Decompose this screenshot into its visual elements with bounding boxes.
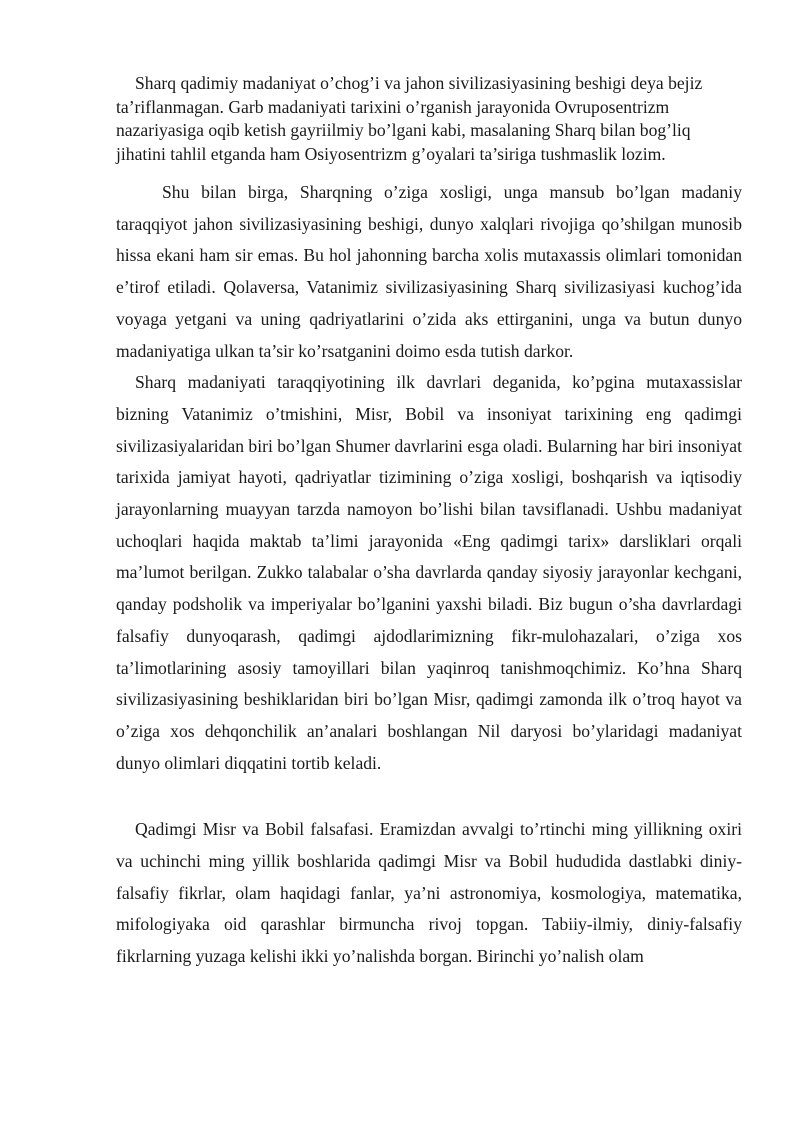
paragraph-2: Shu bilan birga, Sharqning o’ziga xosligi, unga mansub bo’lgan madaniy taraqqiyot jahon sivilizasiyasining beshigi, dunyo xalqlari rivojiga qo’shilgan munosib hissa ekani ham sir emas. Bu hol jahonning barcha xolis mutaxassis olimlari tomonidan e’tirof etiladi. Qolaversa, Vatanimiz sivilizasiyasining Sharq sivilizasiyasi kuchog’ida voyaga yetgani va uning qadriyatlarini o’zida aks ettirganini, unga va butun dunyo madaniyatiga ulkan ta’sir ko’rsatganini doimo esda tutish darkor.	[116, 182, 742, 361]
paragraph-4: Qadimgi Misr va Bobil falsafasi. Eramizdan avvalgi to’rtinchi ming yillikning oxiri va uchinchi ming yillik boshlarida qadimgi Misr va Bobil hududida dastlabki diniy-falsafiy fikrlar, olam haqidagi fanlar, ya’ni astronomiya, kosmologiya, matematika, mifologiyaka oid qarashlar birmuncha rivoj topgan. Tabiiy-ilmiy, diniy-falsafiy fikrlarning yuzaga kelishi ikki yo’nalishda borgan. Birinchi yo’nalish olam	[116, 819, 742, 967]
paragraph-1: Sharq qadimiy madaniyat o’chog’i va jahon sivilizasiyasining beshigi deya bejiz ta’riflanmagan. Garb madaniyati tarixini o’rganish jarayonida Ovruposentrizm nazariyasiga oqib ketish gayriilmiy bo’lgani kabi, masalaning Sharq bilan bog’liq jihatini tahlil etganda ham Osiyosentrizm g’oyalari ta’siriga tushmaslik lozim.	[116, 73, 703, 164]
document-page	[116, 72, 742, 973]
paragraph-3: Sharq madaniyati taraqqiyotining ilk davrlari deganida, ko’pgina mutaxassislar bizning Vatanimiz o’tmishini, Misr, Bobil va insoniyat tarixining eng qadimgi sivilizasiyalaridan biri bo’lgan Shumer davrlarini esga oladi. Bularning har biri insoniyat tarixida jamiyat hayoti, qadriyatlar tizimining o’ziga xosligi, boshqarish va iqtisodiy jarayonlarning muayyan tarzda namoyon bo’lishi bilan tavsiflanadi. Ushbu madaniyat uchoqlari haqida maktab ta’limi jarayonida «Eng qadimgi tarix» darsliklari orqali ma’lumot berilgan. Zukko talabalar o’sha davrlarda qanday siyosiy jarayonlar kechgani, qanday podsholik va imperiyalar bo’lganini yaxshi biladi. Biz bugun o’sha davrlardagi falsafiy dunyoqarash, qadimgi ajdodlarimizning fikr-mulohazalari, o’ziga xos ta’limotlarining asosiy tamoyillari bilan yaqinroq tanishmoqchimiz. Ko’hna Sharq sivilizasiyasining beshiklaridan biri bo’lgan Misr, qadimgi zamonda ilk o’troq hayot va o’ziga xos dehqonchilik an’analari boshlangan Nil daryosi bo’ylaridagi madaniyat dunyo olimlari diqqatini tortib keladi.	[116, 372, 742, 773]
